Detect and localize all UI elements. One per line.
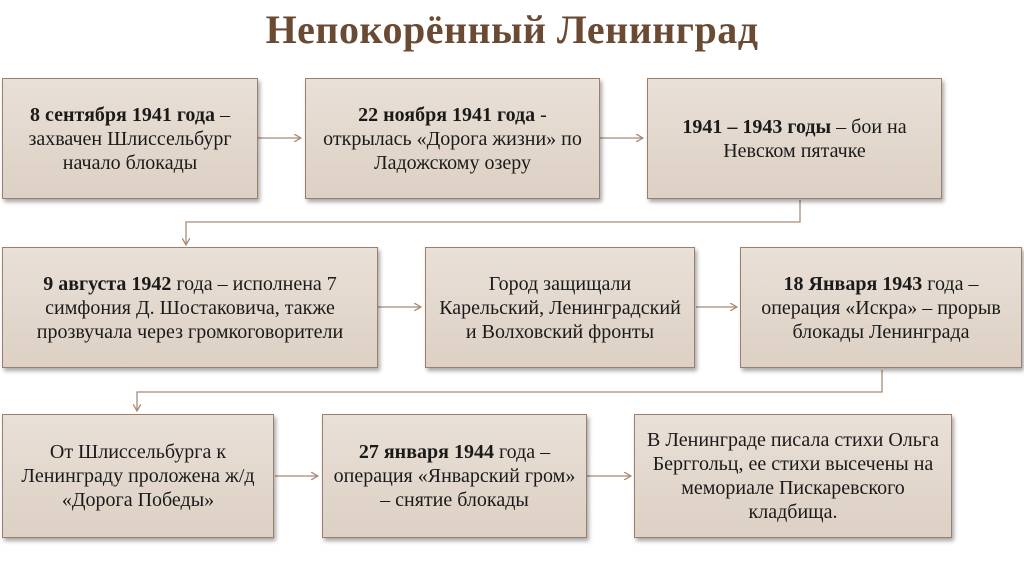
event-date: 18 Января 1943: [783, 272, 923, 295]
event-text: года – операция «Искра» – прорыв блокады Ленинграда: [761, 272, 1001, 343]
event-box-8: [322, 414, 587, 538]
event-box-3: [647, 78, 942, 199]
event-text: От Шлиссельбурга к Ленинграду проложена ж/д «Дорога Победы»: [21, 441, 255, 511]
arrow-3-4: [186, 200, 800, 244]
event-text: года – исполнена 7 симфония Д. Шостаковича, также прозвучала через громкоговорители: [36, 272, 344, 343]
event-box-4: [2, 247, 378, 368]
event-text: года – операция «Январский гром» – снятие блокады: [333, 441, 576, 511]
event-date: 1941 – 1943 годы: [682, 115, 832, 138]
event-date: 27 января 1944: [358, 441, 494, 463]
event-box-5: [425, 247, 695, 368]
event-box-1: [2, 78, 258, 199]
event-box-9: [634, 414, 952, 538]
page-title: Непокорённый Ленинград: [265, 7, 759, 52]
event-text: – захвачен Шлиссельбург начало блокады: [28, 103, 232, 174]
event-date: 8 сентября 1941 года: [30, 103, 215, 126]
arrow-6-7: [137, 370, 882, 410]
event-box-6: [740, 247, 1022, 368]
event-text: – бои на Невском пятачке: [723, 115, 907, 162]
event-box-7: [2, 414, 274, 538]
event-date: 9 августа 1942: [43, 272, 172, 295]
event-date: 22 ноября 1941 года: [358, 103, 536, 126]
event-text: Город защищали Карельский, Ленинградский и Волховский фронты: [439, 272, 681, 343]
event-text: В Ленинграде писала стихи Ольга Берггольц, ее стихи высечены на мемориале Пискаревского кладбища.: [647, 429, 939, 523]
event-box-2: [305, 78, 600, 199]
event-text: - открылась «Дорога жизни» по Ладожскому озеру: [323, 103, 582, 174]
